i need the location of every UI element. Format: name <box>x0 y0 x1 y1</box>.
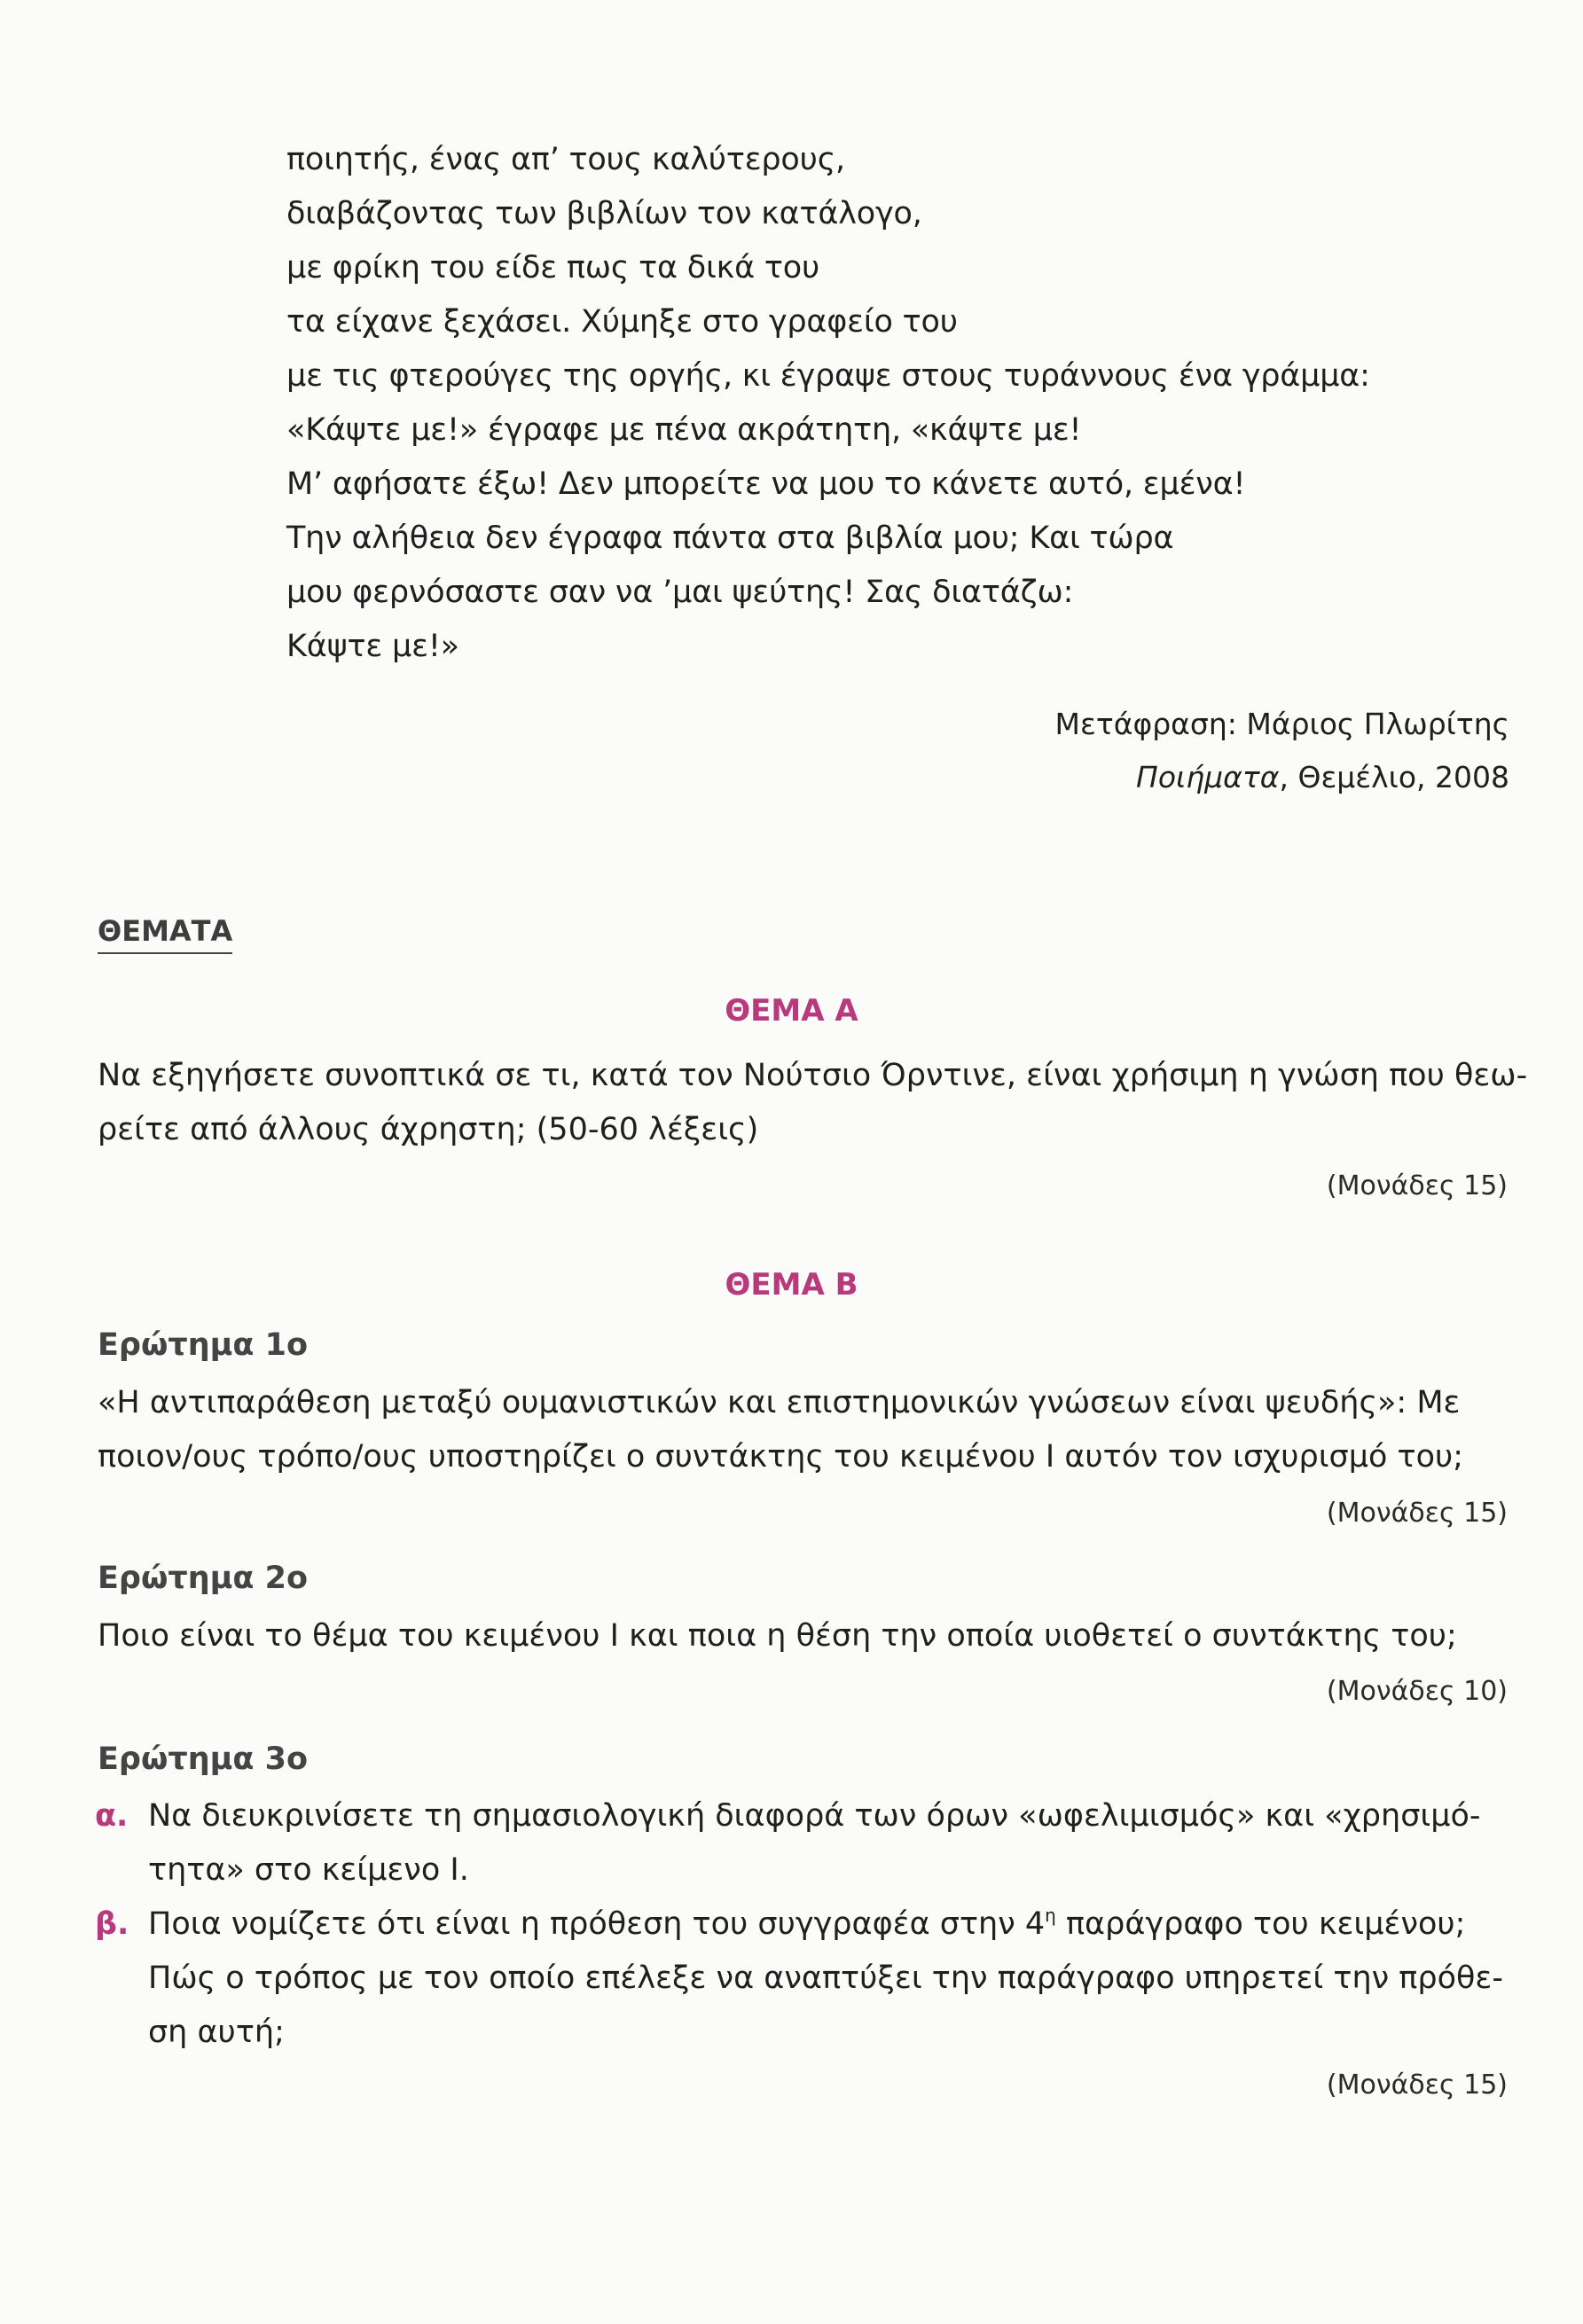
poem-line: Μ’ αφήσατε έξω! Δεν μπορείτε να μου το κάνετε αυτό, εμένα! <box>286 466 1246 502</box>
poem-line: Κάψτε με!» <box>286 629 459 664</box>
subquestion-text <box>148 1789 1514 1898</box>
question-line: Ποιο είναι το θέμα του κειμένου Ι και ποια η θέση την οποία υιοθετεί ο συντάκτης του; <box>98 1618 1457 1654</box>
question-line: τητα» στο κείμενο Ι. <box>148 1852 469 1888</box>
subquestion-text <box>148 1898 1514 2060</box>
question-line: Να εξηγήσετε συνοπτικά σε τι, κατά τον Νούτσιο Όρντινε, είναι χρήσιμη η γνώση που θεω- <box>98 1058 1528 1093</box>
subquestion-marker: β. <box>95 1906 129 1942</box>
subquestion-marker: α. <box>95 1798 129 1834</box>
question-line: ση αυτή; <box>148 2015 285 2050</box>
question-line: Πώς ο τρόπος με τον οποίο επέλεξε να αναπτύξει την παράγραφο υπηρετεί την πρόθε- <box>148 1960 1503 1996</box>
question-3-units: (Μονάδες 15) <box>1326 2070 1508 2101</box>
question-2-text <box>98 1609 1508 1663</box>
ordinal-superscript: η <box>1045 1905 1056 1926</box>
question-3a <box>95 1789 1514 1898</box>
poem-line: με φρίκη του είδε πως τα δικά του <box>286 250 820 286</box>
question-2-title: Ερώτημα 2ο <box>98 1561 309 1596</box>
poem-line: τα είχανε ξεχάσει. Χύμηξε στο γραφείο του <box>286 304 958 340</box>
question-1-title: Ερώτημα 1ο <box>98 1327 309 1363</box>
topic-a-units: (Μονάδες 15) <box>1326 1170 1508 1201</box>
question-3-title: Ερώτημα 3ο <box>98 1741 309 1777</box>
poem-line: «Κάψτε με!» έγραφε με πένα ακράτητη, «κάψτε με! <box>286 412 1082 448</box>
topic-b-title: ΘΕΜΑ Β <box>725 1267 858 1303</box>
section-title: ΘΕΜΑΤΑ <box>98 912 232 954</box>
poem-excerpt <box>286 133 1493 674</box>
question-line-end: παράγραφο του κειμένου; <box>1055 1906 1466 1942</box>
source-credit <box>1136 758 1509 797</box>
question-line: «Η αντιπαράθεση μεταξύ ουμανιστικών και επιστημονικών γνώσεων είναι ψευδής»: Με <box>98 1385 1461 1420</box>
poem-line: μου φερνόσαστε σαν να ’μαι ψεύτης! Σας διατάζω: <box>286 575 1074 610</box>
question-2-units: (Μονάδες 10) <box>1326 1676 1508 1707</box>
poem-line: με τις φτερούγες της οργής, κι έγραψε στους τυράννους ένα γράμμα: <box>286 358 1370 394</box>
question-line: ρείτε από άλλους άχρηστη; (50-60 λέξεις) <box>98 1112 759 1147</box>
question-line <box>148 1898 1514 1952</box>
question-line: Να διευκρινίσετε τη σημασιολογική διαφορά των όρων «ωφελιμισμός» και «χρησιμό- <box>148 1798 1481 1834</box>
question-3b <box>95 1898 1514 2060</box>
topic-a-question <box>98 1049 1528 1157</box>
question-line-start: Ποια νομίζετε ότι είναι η πρόθεση του συγγραφέα στην 4 <box>148 1906 1046 1942</box>
poem-line: ποιητής, ένας απ’ τους καλύτερους, <box>286 142 845 177</box>
poem-line: Την αλήθεια δεν έγραφα πάντα στα βιβλία μου; Και τώρα <box>286 520 1174 556</box>
question-1-units: (Μονάδες 15) <box>1326 1498 1508 1529</box>
question-1-text <box>98 1376 1508 1484</box>
topic-a-title: ΘΕΜΑ Α <box>725 993 858 1029</box>
source-work-title: Ποιήματα <box>1136 760 1280 794</box>
question-line: ποιον/ους τρόπο/ους υποστηρίζει ο συντάκτης του κειμένου Ι αυτόν τον ισχυρισμό του; <box>98 1439 1464 1475</box>
translation-credit: Μετάφραση: Μάριος Πλωρίτης <box>1054 707 1509 741</box>
source-publisher-year: , Θεμέλιο, 2008 <box>1279 760 1509 794</box>
poem-line: διαβάζοντας των βιβλίων τον κατάλογο, <box>286 196 922 231</box>
